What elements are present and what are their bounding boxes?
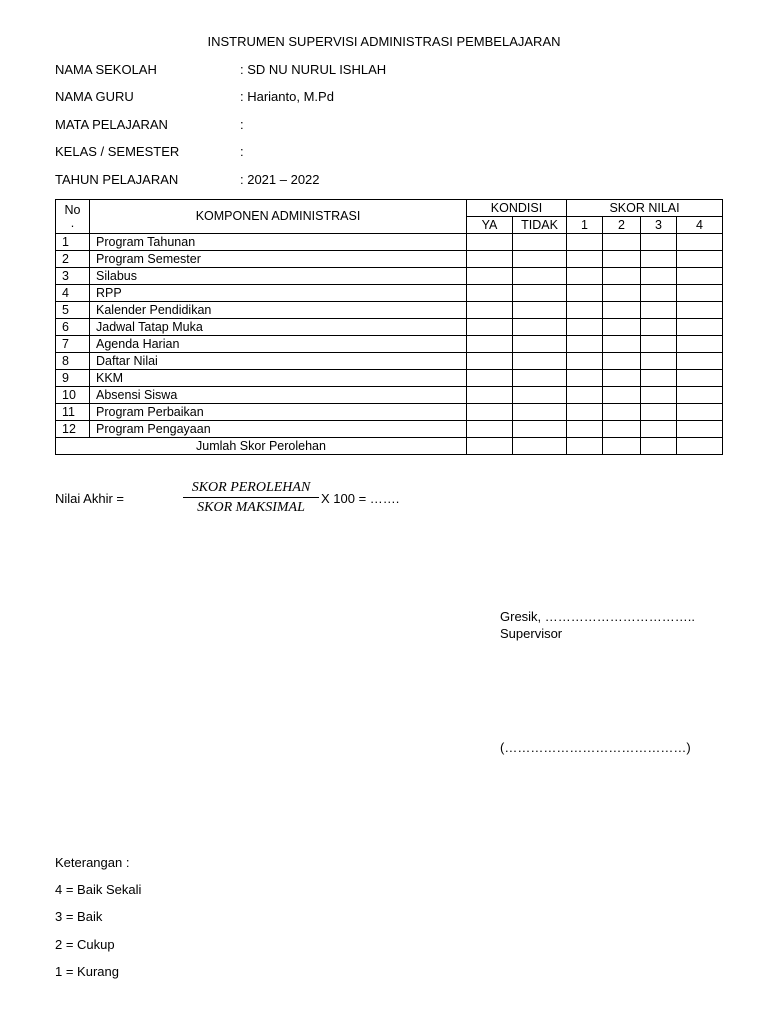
cell-tidak bbox=[513, 387, 567, 404]
cell-skor-3 bbox=[641, 387, 677, 404]
total-cell-ya bbox=[467, 438, 513, 455]
row-number: 7 bbox=[56, 336, 90, 353]
info-row-school bbox=[55, 62, 755, 80]
cell-skor-1 bbox=[567, 268, 603, 285]
cell-skor-2 bbox=[603, 268, 641, 285]
cell-ya bbox=[467, 404, 513, 421]
header-skor: SKOR NILAI bbox=[567, 200, 723, 217]
cell-skor-4 bbox=[677, 268, 723, 285]
row-component: RPP bbox=[90, 285, 467, 302]
cell-ya bbox=[467, 251, 513, 268]
info-label: MATA PELAJARAN bbox=[55, 117, 168, 132]
cell-skor-4 bbox=[677, 234, 723, 251]
legend-heading: Keterangan : bbox=[55, 855, 130, 870]
cell-tidak bbox=[513, 421, 567, 438]
row-number: 3 bbox=[56, 268, 90, 285]
cell-tidak bbox=[513, 234, 567, 251]
cell-skor-2 bbox=[603, 319, 641, 336]
header-skor-4: 4 bbox=[677, 217, 723, 234]
cell-skor-2 bbox=[603, 370, 641, 387]
header-skor-3: 3 bbox=[641, 217, 677, 234]
header-kondisi: KONDISI bbox=[467, 200, 567, 217]
info-value: : SD NU NURUL ISHLAH bbox=[240, 62, 387, 77]
cell-skor-2 bbox=[603, 387, 641, 404]
info-row-year bbox=[55, 172, 755, 190]
table-body bbox=[56, 234, 723, 438]
row-number: 12 bbox=[56, 421, 90, 438]
info-label: TAHUN PELAJARAN bbox=[55, 172, 179, 187]
info-value: : bbox=[240, 117, 244, 132]
cell-skor-4 bbox=[677, 421, 723, 438]
row-number: 8 bbox=[56, 353, 90, 370]
total-label: Jumlah Skor Perolehan bbox=[56, 438, 467, 455]
table-row bbox=[56, 234, 723, 251]
cell-skor-1 bbox=[567, 387, 603, 404]
cell-skor-1 bbox=[567, 370, 603, 387]
cell-skor-3 bbox=[641, 404, 677, 421]
cell-skor-1 bbox=[567, 319, 603, 336]
info-value: : bbox=[240, 144, 244, 159]
formula-fraction bbox=[183, 479, 319, 516]
cell-tidak bbox=[513, 370, 567, 387]
cell-skor-3 bbox=[641, 336, 677, 353]
row-component: KKM bbox=[90, 370, 467, 387]
table-row bbox=[56, 404, 723, 421]
info-label: NAMA SEKOLAH bbox=[55, 62, 157, 77]
row-component: Program Perbaikan bbox=[90, 404, 467, 421]
cell-skor-1 bbox=[567, 251, 603, 268]
header-tidak: TIDAK bbox=[513, 217, 567, 234]
cell-skor-3 bbox=[641, 302, 677, 319]
info-label: NAMA GURU bbox=[55, 89, 134, 104]
cell-skor-2 bbox=[603, 302, 641, 319]
cell-skor-1 bbox=[567, 285, 603, 302]
info-row-subject bbox=[55, 117, 755, 135]
total-cell-skor-1 bbox=[567, 438, 603, 455]
row-component: Agenda Harian bbox=[90, 336, 467, 353]
cell-skor-1 bbox=[567, 421, 603, 438]
header-ya: YA bbox=[467, 217, 513, 234]
final-score-formula bbox=[55, 479, 455, 519]
info-label: KELAS / SEMESTER bbox=[55, 144, 180, 159]
row-number: 9 bbox=[56, 370, 90, 387]
cell-ya bbox=[467, 285, 513, 302]
cell-skor-3 bbox=[641, 353, 677, 370]
cell-skor-1 bbox=[567, 336, 603, 353]
row-number: 1 bbox=[56, 234, 90, 251]
legend-item: 1 = Kurang bbox=[55, 964, 119, 979]
legend-item: 4 = Baik Sekali bbox=[55, 882, 142, 897]
row-component: Jadwal Tatap Muka bbox=[90, 319, 467, 336]
table-row bbox=[56, 387, 723, 404]
row-component: Absensi Siswa bbox=[90, 387, 467, 404]
cell-skor-4 bbox=[677, 251, 723, 268]
cell-ya bbox=[467, 336, 513, 353]
table-row bbox=[56, 319, 723, 336]
formula-prefix: Nilai Akhir = bbox=[55, 491, 124, 506]
cell-skor-4 bbox=[677, 319, 723, 336]
cell-skor-3 bbox=[641, 319, 677, 336]
cell-tidak bbox=[513, 285, 567, 302]
cell-skor-2 bbox=[603, 404, 641, 421]
cell-skor-2 bbox=[603, 285, 641, 302]
cell-skor-4 bbox=[677, 302, 723, 319]
signature-name-placeholder: (……………………………………) bbox=[500, 740, 691, 755]
formula-denominator: SKOR MAKSIMAL bbox=[197, 500, 305, 515]
cell-ya bbox=[467, 387, 513, 404]
cell-skor-1 bbox=[567, 404, 603, 421]
cell-tidak bbox=[513, 319, 567, 336]
row-number: 2 bbox=[56, 251, 90, 268]
row-number: 10 bbox=[56, 387, 90, 404]
cell-skor-2 bbox=[603, 421, 641, 438]
document-title: INSTRUMEN SUPERVISI ADMINISTRASI PEMBELAJARAN bbox=[207, 34, 561, 49]
table-row bbox=[56, 421, 723, 438]
row-component: Kalender Pendidikan bbox=[90, 302, 467, 319]
cell-skor-3 bbox=[641, 251, 677, 268]
table-row bbox=[56, 302, 723, 319]
table-row bbox=[56, 370, 723, 387]
header-no bbox=[56, 200, 90, 234]
row-number: 5 bbox=[56, 302, 90, 319]
formula-numerator: SKOR PEROLEHAN bbox=[191, 480, 311, 495]
cell-ya bbox=[467, 234, 513, 251]
row-number: 4 bbox=[56, 285, 90, 302]
header-component: KOMPONEN ADMINISTRASI bbox=[90, 200, 467, 234]
cell-skor-1 bbox=[567, 234, 603, 251]
cell-skor-1 bbox=[567, 353, 603, 370]
cell-ya bbox=[467, 302, 513, 319]
info-value: : Harianto, M.Pd bbox=[240, 89, 334, 104]
table-row bbox=[56, 285, 723, 302]
cell-skor-2 bbox=[603, 251, 641, 268]
cell-ya bbox=[467, 268, 513, 285]
header-skor-1: 1 bbox=[567, 217, 603, 234]
cell-ya bbox=[467, 319, 513, 336]
formula-suffix: X 100 = ……. bbox=[321, 491, 400, 506]
cell-skor-4 bbox=[677, 353, 723, 370]
cell-skor-3 bbox=[641, 268, 677, 285]
header-skor-2: 2 bbox=[603, 217, 641, 234]
info-row-class bbox=[55, 144, 755, 162]
legend-item: 2 = Cukup bbox=[55, 937, 115, 952]
cell-ya bbox=[467, 353, 513, 370]
row-number: 11 bbox=[56, 404, 90, 421]
cell-skor-3 bbox=[641, 421, 677, 438]
cell-tidak bbox=[513, 302, 567, 319]
cell-skor-4 bbox=[677, 387, 723, 404]
row-component: Program Semester bbox=[90, 251, 467, 268]
cell-skor-4 bbox=[677, 404, 723, 421]
total-cell-skor-4 bbox=[677, 438, 723, 455]
cell-ya bbox=[467, 370, 513, 387]
cell-tidak bbox=[513, 404, 567, 421]
cell-tidak bbox=[513, 353, 567, 370]
cell-skor-3 bbox=[641, 285, 677, 302]
total-cell-skor-2 bbox=[603, 438, 641, 455]
cell-tidak bbox=[513, 251, 567, 268]
row-number: 6 bbox=[56, 319, 90, 336]
info-row-teacher bbox=[55, 89, 755, 107]
row-component: Daftar Nilai bbox=[90, 353, 467, 370]
header-no-line1: No bbox=[64, 202, 81, 217]
header-no-line2: . bbox=[70, 215, 75, 230]
cell-tidak bbox=[513, 336, 567, 353]
table-row bbox=[56, 353, 723, 370]
total-row bbox=[56, 438, 723, 455]
total-cell-tidak bbox=[513, 438, 567, 455]
cell-skor-1 bbox=[567, 302, 603, 319]
cell-skor-2 bbox=[603, 336, 641, 353]
cell-skor-3 bbox=[641, 234, 677, 251]
cell-skor-3 bbox=[641, 370, 677, 387]
fraction-bar bbox=[183, 497, 319, 498]
cell-tidak bbox=[513, 268, 567, 285]
row-component: Program Pengayaan bbox=[90, 421, 467, 438]
info-value: : 2021 – 2022 bbox=[240, 172, 320, 187]
signature-place-date: Gresik, …………………………….. bbox=[500, 609, 696, 624]
total-cell-skor-3 bbox=[641, 438, 677, 455]
legend-item: 3 = Baik bbox=[55, 909, 103, 924]
cell-skor-4 bbox=[677, 370, 723, 387]
cell-skor-2 bbox=[603, 353, 641, 370]
cell-skor-4 bbox=[677, 285, 723, 302]
cell-skor-4 bbox=[677, 336, 723, 353]
row-component: Silabus bbox=[90, 268, 467, 285]
signature-role: Supervisor bbox=[500, 626, 563, 641]
table-row bbox=[56, 251, 723, 268]
supervision-table bbox=[55, 199, 723, 455]
cell-ya bbox=[467, 421, 513, 438]
table-row bbox=[56, 336, 723, 353]
cell-skor-2 bbox=[603, 234, 641, 251]
table-row bbox=[56, 268, 723, 285]
row-component: Program Tahunan bbox=[90, 234, 467, 251]
